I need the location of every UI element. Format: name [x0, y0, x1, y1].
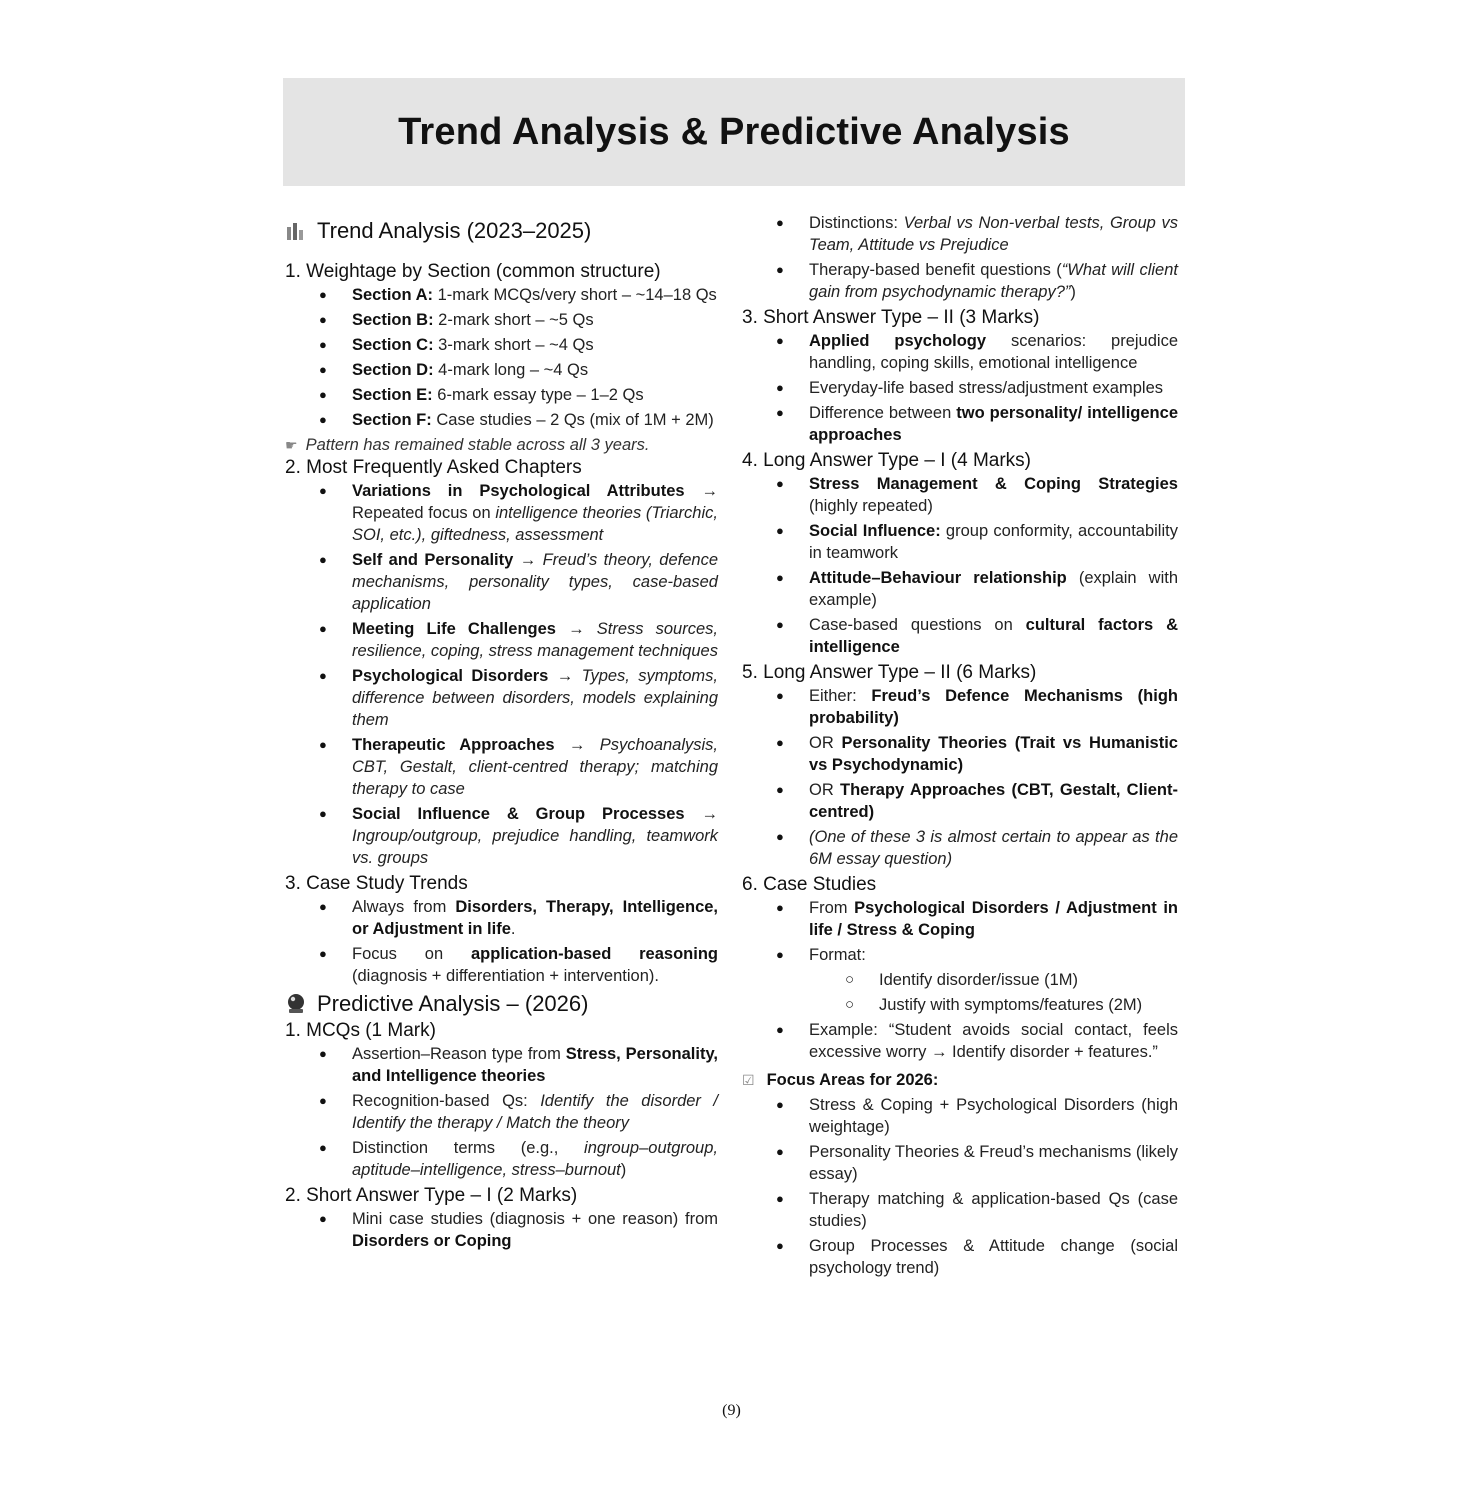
focus-list [742, 1094, 1178, 1279]
list-item: ● Social Influence: group conformity, accountability in teamwork [742, 520, 1178, 564]
list-item: ● Stress & Coping + Psychological Disorders (high weightage) [742, 1094, 1178, 1138]
list-item: ● Mini case studies (diagnosis + one reason) from Disorders or Coping [285, 1208, 718, 1252]
list-item: ● Social Influence & Group Processes → Ingroup/outgroup, prejudice handling, teamwork vs. groups [285, 803, 718, 869]
chapters-list [285, 480, 718, 869]
short-answer-2-heading: 3. Short Answer Type – II (3 Marks) [742, 307, 1040, 328]
mcq-list-continued [742, 212, 1178, 303]
list-item: ● Section A: 1-mark MCQs/very short – ~14–18 Qs [285, 284, 718, 306]
crystal-ball-icon [285, 993, 307, 1015]
list-item: ● Stress Management & Coping Strategies (highly repeated) [742, 473, 1178, 517]
list-item: ● Self and Personality → Freud’s theory, defence mechanisms, personality types, case-based application [285, 549, 718, 615]
short-answer-1-list [285, 1208, 718, 1252]
left-column [285, 212, 718, 1255]
case-trends-heading: 3. Case Study Trends [285, 873, 468, 894]
list-item: ● Distinctions: Verbal vs Non-verbal tests, Group vs Team, Attitude vs Prejudice [742, 212, 1178, 256]
pointing-hand-icon: ☛ [285, 437, 298, 453]
bar-chart-icon [285, 220, 307, 242]
list-item: ● Meeting Life Challenges → Stress sources, resilience, coping, stress management techniques [285, 618, 718, 662]
list-item: ● Section D: 4-mark long – ~4 Qs [285, 359, 718, 381]
predict-heading: Predictive Analysis – (2026) [285, 991, 718, 1017]
right-column [742, 212, 1178, 1282]
chapters-heading: 2. Most Frequently Asked Chapters [285, 457, 582, 478]
list-item: ● Section E: 6-mark essay type – 1–2 Qs [285, 384, 718, 406]
short-answer-2-list [742, 330, 1178, 446]
list-item: ● OR Therapy Approaches (CBT, Gestalt, Client-centred) [742, 779, 1178, 823]
case-trends-list [285, 896, 718, 987]
long-answer-1-heading: 4. Long Answer Type – I (4 Marks) [742, 450, 1032, 471]
list-item: ● Recognition-based Qs: Identify the disorder / Identify the therapy / Match the theory [285, 1090, 718, 1134]
mcq-list [285, 1043, 718, 1181]
list-item: ● Everyday-life based stress/adjustment examples [742, 377, 1178, 399]
short-answer-1-heading: 2. Short Answer Type – I (2 Marks) [285, 1185, 578, 1206]
list-item: ● Personality Theories & Freud’s mechanisms (likely essay) [742, 1141, 1178, 1185]
list-item: ● Always from Disorders, Therapy, Intelligence, or Adjustment in life. [285, 896, 718, 940]
sub-list-item: ○ Identify disorder/issue (1M) [742, 969, 1178, 991]
list-item: ● Section B: 2-mark short – ~5 Qs [285, 309, 718, 331]
list-item: ● Format: [742, 944, 1178, 966]
list-item: ● Distinction terms (e.g., ingroup–outgroup, aptitude–intelligence, stress–burnout) [285, 1137, 718, 1181]
case-studies-list [742, 897, 1178, 1063]
list-item: ● Therapy matching & application-based Qs (case studies) [742, 1188, 1178, 1232]
list-item: ● Therapy-based benefit questions (“What will client gain from psychodynamic therapy?”) [742, 259, 1178, 303]
list-item: ● Section C: 3-mark short – ~4 Qs [285, 334, 718, 356]
checkbox-icon: ☑ [742, 1072, 755, 1088]
list-item: ● Either: Freud’s Defence Mechanisms (high probability) [742, 685, 1178, 729]
list-item: ● Section F: Case studies – 2 Qs (mix of 1M + 2M) [285, 409, 718, 431]
sub-list-item: ○ Justify with symptoms/features (2M) [742, 994, 1178, 1016]
list-item: ● Difference between two personality/ intelligence approaches [742, 402, 1178, 446]
list-item: ● (One of these 3 is almost certain to appear as the 6M essay question) [742, 826, 1178, 870]
list-item: ● Psychological Disorders → Types, symptoms, difference between disorders, models explaining them [285, 665, 718, 731]
case-studies-heading: 6. Case Studies [742, 874, 877, 895]
weightage-list [285, 284, 718, 431]
mcq-heading: 1. MCQs (1 Mark) [285, 1020, 436, 1041]
list-item: ● Therapeutic Approaches → Psychoanalysis, CBT, Gestalt, client-centred therapy; matching therapy to case [285, 734, 718, 800]
list-item: ● Applied psychology scenarios: prejudice handling, coping skills, emotional intelligence [742, 330, 1178, 374]
list-item: ● Example: “Student avoids social contact, feels excessive worry → Identify disorder + features.” [742, 1019, 1178, 1063]
list-item: ● Focus on application-based reasoning (diagnosis + differentiation + intervention). [285, 943, 718, 987]
long-answer-2-list [742, 685, 1178, 870]
list-item: ● Group Processes & Attitude change (social psychology trend) [742, 1235, 1178, 1279]
weightage-heading: 1. Weightage by Section (common structure) [285, 261, 661, 282]
list-item: ● Assertion–Reason type from Stress, Personality, and Intelligence theories [285, 1043, 718, 1087]
long-answer-1-list [742, 473, 1178, 658]
list-item: ● Variations in Psychological Attributes → Repeated focus on intelligence theories (Triarchic, SOI, etc.), giftedness, assessment [285, 480, 718, 546]
long-answer-2-heading: 5. Long Answer Type – II (6 Marks) [742, 662, 1037, 683]
page-number: (9) [722, 1402, 741, 1419]
list-item: ● Case-based questions on cultural factors & intelligence [742, 614, 1178, 658]
page-title: Trend Analysis & Predictive Analysis [398, 110, 1070, 153]
pattern-note: ☛ Pattern has remained stable across all 3 years. [285, 436, 650, 454]
trend-heading: Trend Analysis (2023–2025) [285, 218, 718, 244]
list-item: ● Attitude–Behaviour relationship (explain with example) [742, 567, 1178, 611]
title-banner [283, 78, 1185, 186]
list-item: ● OR Personality Theories (Trait vs Humanistic vs Psychodynamic) [742, 732, 1178, 776]
focus-heading: ☑ Focus Areas for 2026: [742, 1071, 939, 1089]
list-item: ● From Psychological Disorders / Adjustment in life / Stress & Coping [742, 897, 1178, 941]
